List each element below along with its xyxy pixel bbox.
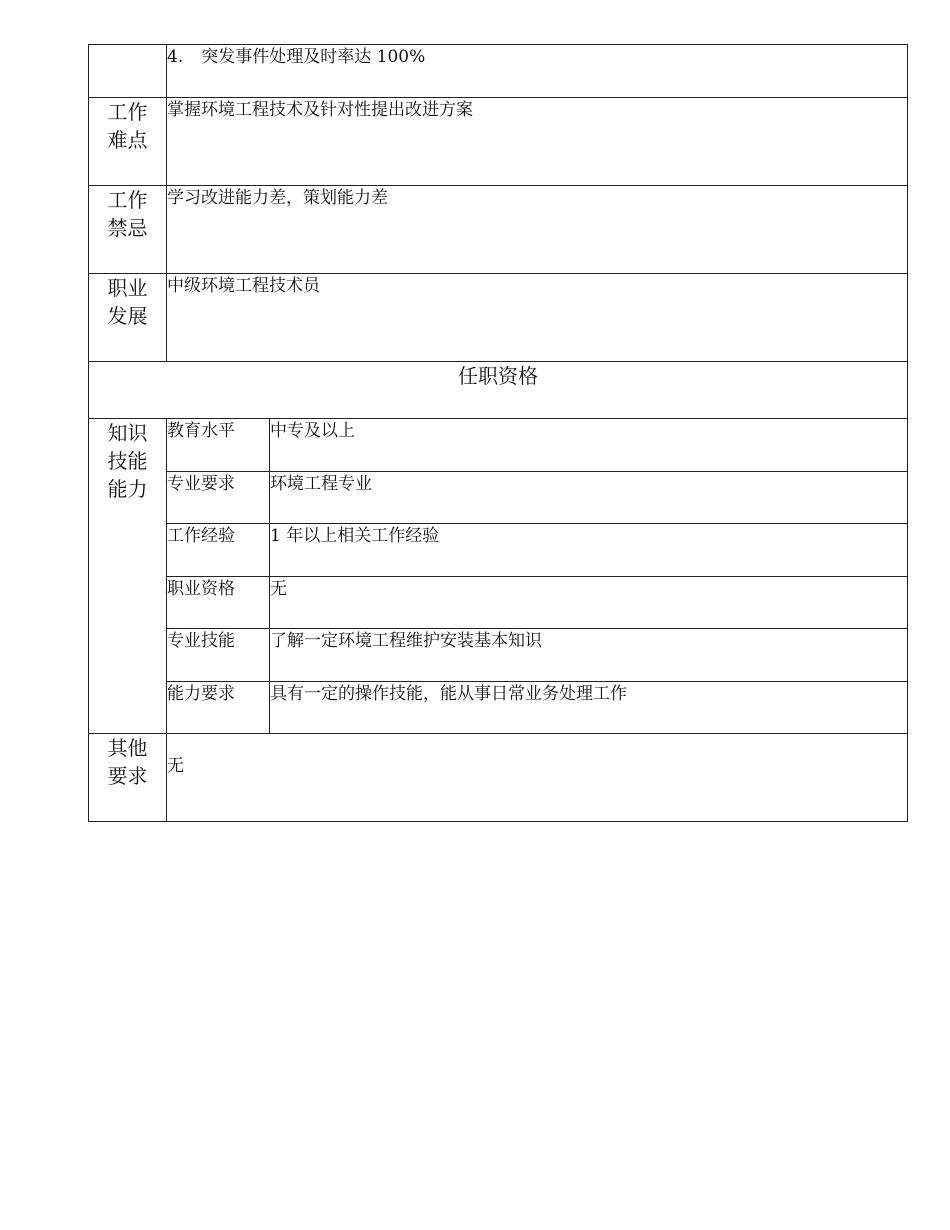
label-line: 工作 — [107, 188, 148, 212]
label-line: 能力 — [107, 477, 148, 501]
knowledge-row — [89, 629, 908, 682]
label-line: 工作 — [107, 100, 148, 124]
knowledge-row — [89, 577, 908, 629]
knowledge-row — [89, 682, 908, 734]
label-line: 其他 — [107, 736, 148, 760]
work-taboo-label — [89, 186, 167, 274]
kpi-item-cell — [167, 45, 908, 98]
work-experience-label: 工作经验 — [167, 524, 270, 577]
job-description-table — [88, 44, 908, 822]
knowledge-row — [89, 419, 908, 472]
major-requirement-label: 专业要求 — [167, 472, 270, 524]
label-line: 技能 — [107, 449, 148, 473]
label-line: 难点 — [107, 128, 148, 152]
label-line: 知识 — [107, 421, 148, 445]
professional-skill-value: 了解一定环境工程维护安装基本知识 — [270, 629, 908, 682]
qualification-section-title: 任职资格 — [89, 362, 908, 419]
work-difficulty-row — [89, 98, 908, 186]
work-experience-value: 1 年以上相关工作经验 — [270, 524, 908, 577]
empty-label-cell — [89, 45, 167, 98]
work-taboo-value: 学习改进能力差，策划能力差 — [167, 186, 908, 274]
label-line: 发展 — [107, 304, 148, 328]
work-taboo-row — [89, 186, 908, 274]
label-line: 要求 — [107, 764, 148, 788]
career-development-row — [89, 274, 908, 362]
work-difficulty-value: 掌握环境工程技术及针对性提出改进方案 — [167, 98, 908, 186]
professional-skill-label: 专业技能 — [167, 629, 270, 682]
knowledge-skills-label — [89, 419, 167, 734]
knowledge-row — [89, 524, 908, 577]
other-requirements-value: 无 — [167, 734, 908, 822]
ability-requirement-label: 能力要求 — [167, 682, 270, 734]
education-level-value: 中专及以上 — [270, 419, 908, 472]
other-requirements-label — [89, 734, 167, 822]
label-line: 职业 — [107, 276, 148, 300]
kpi-item-number: 4. — [167, 47, 184, 67]
major-requirement-value: 环境工程专业 — [270, 472, 908, 524]
qualification-section-row — [89, 362, 908, 419]
other-requirements-row — [89, 734, 908, 822]
ability-requirement-value: 具有一定的操作技能，能从事日常业务处理工作 — [270, 682, 908, 734]
knowledge-row — [89, 472, 908, 524]
career-development-value: 中级环境工程技术员 — [167, 274, 908, 362]
professional-qualification-value: 无 — [270, 577, 908, 629]
label-line: 禁忌 — [107, 216, 148, 240]
kpi-item-text: 突发事件处理及时率达 100% — [201, 47, 426, 67]
career-development-label — [89, 274, 167, 362]
kpi-continuation-row — [89, 45, 908, 98]
education-level-label: 教育水平 — [167, 419, 270, 472]
work-difficulty-label — [89, 98, 167, 186]
professional-qualification-label: 职业资格 — [167, 577, 270, 629]
